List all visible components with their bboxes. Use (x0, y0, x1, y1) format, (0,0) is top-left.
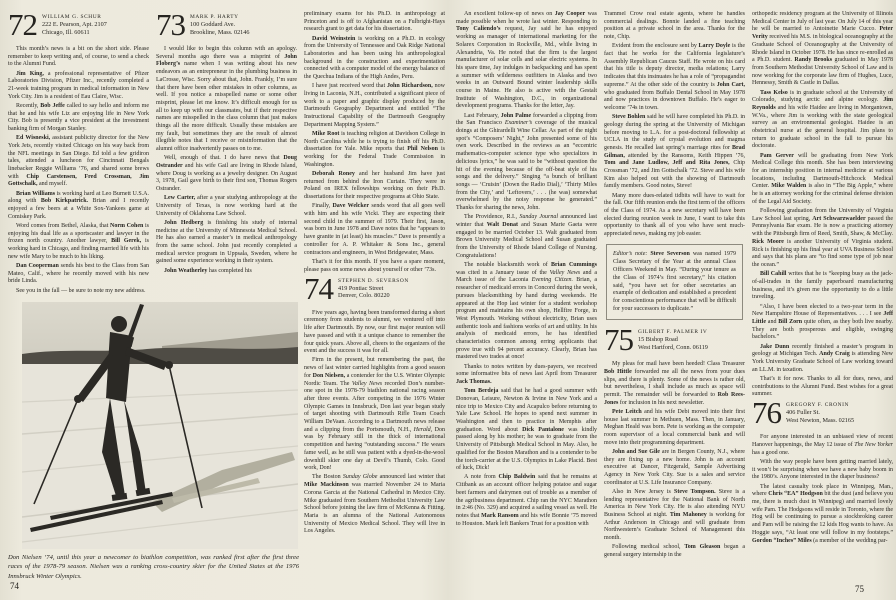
secretary-address-line: 406 Fuller St. (786, 409, 820, 417)
paragraph: Trammel Crow real estate agents, where he handles commercial dealings. Bonnie landed a fine teaching position at a private school in the area. Thanks for the note, Chip. (604, 11, 745, 41)
paragraph: Following graduation from the University of Virginia Law School last spring, Art Schwarzwaelder passed the Pennsylvania Bar exam. He is now a practicing attorney with the Pittsburgh firm of Reed, Smith, Shaw, & McClay. Rick Moore is another University of Virginia student. Rick is finishing up his final year at UVA Business School and says that his plans are “to find some type of job near the ocean.” (752, 208, 893, 268)
paragraph: Steve Bohlen said he will have completed his Ph.D. in geology during the spring at the University of Michigan before moving to L.A. for a post-doctoral fellowship at UCLA in the study of crystal evolution and magma genesis. He recalled last spring’s marriage rites for Brad Gilman, attended by the Ransoms, Keith Hippen ’76, Tom and Jane Ludlow, Jeff and Rita Jones, Chip Crossman ’72, and Jim Gottschalk ’72. Steve and his wife Kim also helped out with the showing of Dartmouth family members. Good notes, Steve! (604, 114, 745, 190)
paragraph: Last February, John Palme forwarded a clipping from the San Francisco Examiner’s coverage of the musical doings at the Ghirardelli Wine Cellar. As part of the night spot’s “Composers’ Night,” John presented some of his own work. Described in the reviews as an “eccentric mathematics-computer science type who specializes in delicious lyrics,” he was said to be “without question the hit of the evening because of the off-beat style of his songs and the delivery.” Singing “a bunch of brilliant songs — ‘Cruisin’ (Down the Radio Dial),’ ‘Thirty Miles from the City,’ and ‘Leftovers,’ . . . (he was) somewhat overwhelmed by the noisy response he generated.” Thanks for sharing the news, John. (456, 112, 597, 212)
secretary-address-line: 222 E. Pearson, Apt. 2107 (42, 21, 107, 28)
paragraph: Ed Wisneski, assistant publicity director for the New York Jets, recently visited Chicago on his way back from the NFL meetings in San Diego. Ed told a few gridiron tales, attended a luncheon for Cincinnati Bengals linebacker Reggie Williams ’76, and shared some brews with Chip Carstensen, Fred Crossman, Jim Gottschalk, and myself. (8, 135, 149, 188)
skier-photo-illustration (22, 302, 298, 549)
paragraph: John and Sue Gile are in Bergen County, N.J., where they are fixing up a new home. John is an account executive at Dancer, Fitzgerald, Sample Advertising Agency in New York City. Sue is a sales and service coordinator at U.S. Life Insurance Company. (604, 448, 745, 486)
class-year-number: 73 (156, 11, 185, 42)
secretary-address-line: West Hartford, Conn. 06119 (638, 343, 708, 351)
column-class-75-76 (752, 11, 893, 593)
secretary-name: STEPHEN D. SEVERSON (338, 277, 409, 284)
paragraph: With the way people have been getting married lately, it won’t be surprising when we have a new baby boom in the 1980’s. Anyone interested in the diaper business? (752, 459, 893, 481)
class-secretary-address (638, 327, 708, 351)
paragraph: John Hedberg is finishing his study of internal medicine at the University of Minnesota Medical School. He has also earned a master’s in medical anthropology from the same school. John just recently completed a medical service program in Uppsala, Sweden, where he gained some experience working in their system. (156, 219, 297, 265)
secretary-address-line: Denver, Colo. 80220 (338, 292, 390, 300)
paragraph: For anyone interested in an unbiased view of recent Hanover happenings, the May 12 issue of The New Yorker has a good one. (752, 434, 893, 456)
paragraph: Firm in the present, but remembering the past, the news of last winter carried highlights from a good season for Don Nielsen, a contender for the U.S. Winter Olympic Nordic Team. The Valley News recorded Don’s number-one spot in the 1978-79 biathlon national racing season after three events. After competing in the 1976 Winter Olympic Games in Innsbruck, Don last year began study of target shooting with Dartmouth Rifle Team Coach William DeVaan. According to a Dartmouth news release and a clipping from the Portsmouth, N.H., Herald, Don was by February still in the thick of international competition and having “outstanding success.” He wears fame well, as he still was patient with a dyed-in-the-wool downhill skier one day at Devil’s Thumb, Colo. Good work, Don! (304, 357, 445, 472)
paragraph: A note from Chip Baldwin said that he remains at Citibank as an account officer helping potatoe and sugar beet farmers and dairymen out of trouble as a member of the agribusiness department. Chip ran the NYC Marathon in 2:46 (No. 329) and acquired a sailing vessel as well. He notes that Mark Ransom and his wife Bonnie ’75 moved to Houston. Mark left Bankers Trust for a position with (456, 474, 597, 527)
biathlon-skier-photo (22, 302, 298, 549)
paragraph: That’s it for this month. If you have a spare moment, please pass on some news about yourself or other ’73s. (304, 258, 445, 273)
paragraph: The Providence, R.I., Sunday Journal announced last winter that Walt Donat and Susan Marie Gaeta were engaged to be married October 13. Walt graduated from Brown University Medical School and Susan graduated from the University of Rhode Island College of Nursing. Congratulations! (456, 214, 597, 259)
class-secretary-address (42, 12, 107, 36)
secretary-name: MARK P. HARTY (190, 14, 239, 20)
paragraph: Five years ago, having been transformed during a short ceremony from students to alumni, we ventured off into life after Dartmouth. By now, our first major reunion will have passed and with it a unique chance to remember the four quick years. Above all, cheers to the organizers of the event and the success it was for all. (304, 309, 445, 355)
photo-caption: Don Nielsen ’74, until this year a newcomer to biathlon competition, was ranked first after the first three races of the 1978-79 season. Nielsen was a ranking cross-country skier for the United States at the 1976 Innsbruck Winter Olympics. (8, 554, 299, 580)
secretary-address-line: West Newton, Mass. 02165 (786, 417, 855, 425)
paragraph: Evident from the enclosure sent by Larry Doyle is the fact that he works for the California legislature’s Assembly Republican Caucus Staff. He wrote on his card that his title is deputy director, media relations; Larry indicates that this insinuates he has a role of “propagandist supreme.” At the other side of the country is John Cart, who graduated from Buffalo Dental School in May 1978 and now practices in downtown Buffalo. He’s eager to welcome ’74s in town. (604, 43, 745, 111)
paragraph: Jake Dunn recently finished a master’s program in geology at Michigan Tech. Andy Craig is attending New York University Graduate School of Law working toward an LL.M. in taxation. (752, 343, 893, 373)
page-number-left: 74 (10, 581, 19, 591)
paragraph: Also in New Jersey is Steve Tompson. Steve is a lending representative for the National Bank of North America in New York City. He is also attending NYU Business School at night. Tim Mahoney is working for Arthur Anderson in Chicago and will graduate from Northwestern’s Graduate School of Management this month. (604, 488, 745, 542)
class-76-heading (752, 395, 893, 431)
column-class-73-74-cont (304, 11, 445, 593)
paragraph: The latest casualty took place in Winnipeg, Man., where Chris “EA” Hodgson bit the dust (and believe you me, there is much dust in Winnipeg) and married lovely wife Pam. The Hodgsons will reside in Toronto, where the Hog will be continuing to pursue a stockbroking career and Pam will be raising the 12 kids Hog wants to have. As Hoggie says, “At least one will follow in my footsteps.” Gordon “Inches” Miles (a member of the wedding par- (752, 483, 893, 544)
class-75-heading (604, 322, 745, 358)
secretary-address-line: 15 Bishop Road (638, 336, 678, 344)
editors-note-box: Editor’s note: Steve Severson was named 1979 Class Secretary of the Year at the annual Class Officers Weekend in May. “During your tenure as the Class of 1974’s first secretary,” his citation said, “you have set for other secretaries an example of dedication and established a precedent for conscientious performance that will be difficult for your successors to duplicate.” (606, 244, 743, 320)
paragraph: An excellent follow-up of news on Jay Cooper was made possible when he wrote last winter. Responding to Tony Caliendo’s request, Jay said he has enjoyed working as manager of international marketing for the Solarex Corporation in Rockville, Md., while living in Alexandria, Va. He noted that the firm is the largest manufacturer of solar cells and solar electric systems. In his spare time, Jay indulges in backpacking and has spent a summer with wilderness outfitters in Alaska and two weeks in an Outward Bound winter leadership skills course in Maine. He also is active with the Gestalt Institute of Washington, D.C., in organizational development programs. Thanks for the letter, Jay. (456, 11, 597, 110)
paragraph: The notable blacksmith work of Brian Cummings was cited in a January issue of the Valley News and a March issue of the Laconia Evening Citizen. Brian, a researcher of medicaid errors in Concord during the week, pursues blacksmithing by hand during weekends. He appeared at the Hop last winter for a student workshop program and maintains his own shop, Hellfire Forge, in West Plymouth. Working without electricity, Brian uses authentic tools and fashions works of art and utility. In his analysis of medicaid errors, he has identified characteristics common among erring applicants that prove true with 94 percent accuracy. Clearly, Brian has mastered two trades at once! (456, 262, 597, 361)
class-year-number: 74 (304, 270, 333, 306)
paragraph: Thanks to notes written by dues-payers, we received some informative bits of news last April from Treasurer Jack Thomas. (456, 363, 597, 386)
paragraph: Recently, Bob Jeffe called to say hello and inform me that he and his wife Liz are enjoying life in New York City. Bob is presently a vice president at the investment banking firm of Morgan Stanley. (8, 102, 149, 133)
paragraph: “Also, I have been elected to a two-year term in the New Hampshire House of Representatives. . . . I see Jeff Little and Bill Zorn quite often, as they both live nearby. They are both prosperous and eligible, swinging bachelors.” (752, 303, 893, 341)
paragraph: Brian Williams is working hard at Leo Burnett U.S.A. along with Bob Kirkpatrick. Brian and I recently enjoyed a few beers at a White Sox-Yankees game at Comiskey Park. (8, 190, 149, 220)
paragraph: Tass Kelso is in graduate school at the University of Colorado, studying arctic and alpine ecology. Jim Reynolds and his wife Haidee are living in Morgantown, W.Va., where Jim is working with the state geological survey as an environmental geologist. Haidee is an obstetrical nurse at the general hospital. Jim plans to return to graduate school in the fall to pursue his doctorate. (752, 89, 893, 150)
column-class-74-cont (456, 11, 597, 593)
paragraph: Jim King, a professional representative of Pfizer Laboratories Division, Pfizer Inc., recently completed a 21-week training program in medical information in New York City. Jim is a resident of Eau Claire, Wisc. (8, 70, 149, 100)
secretary-address-line: 419 Pontiac Street (338, 284, 384, 292)
paragraph: My pleas for mail have been heeded! Class Treasurer Bob Hittle forwarded me all the news from your dues slips, and there is plenty. Some of the news is rather old, but nevertheless, I shall include as much as space will permit. The remainder will be forwarded to Rob Rees-Jones for inclusion in his next newsletter. (604, 361, 745, 406)
class-secretary-address (786, 400, 854, 424)
paragraph: See you in the fall — be sure to note my new address. (16, 287, 146, 294)
paragraph: Dan Cooperman sends his best to the Class from San Mateo, Calif., where he recently moved with his new bride Linda. (8, 262, 149, 285)
paragraph: Pam Gerver will be graduating from New York Medical College this month. She has been interviewing for an internship position in internal medicine at various locations, including Dartmouth-Hitchcock Medical Center. Mike Walden is also in “The Big Apple,” where he is an attorney working for the criminal defense division of the Legal Aid Society. (752, 152, 893, 205)
paragraph: That’s it for now. Thanks to all for dues, news, and contributions to the Alumni Fund. Best wishes for a great summer. (752, 375, 893, 398)
class-secretary-address (338, 276, 409, 300)
paragraph: David Weinstein is working on a Ph.D. in ecology from the University of Tennessee and Oak Ridge National Laboratories and has been using his anthropological background in the construction and experimentation connected with a computer model of the energy balance of the Quechua Indians of the High Andes, Peru. (304, 35, 445, 81)
class-year-number: 72 (8, 11, 37, 42)
paragraph: Many more dues-related tidbits will have to wait for the fall. Our fifth reunion ends the first term of the officers of the Class of 1974. As a new secretary will have been elected during reunion week in June, I want to take this opportunity to thank all of you who have sent much-appreciated news, making my job easier. (604, 192, 745, 238)
paragraph: orthopedic residency program at the University of Illinois Medical Center in July of last year. On July 14 of this year he will be married to Antoinette Marie Cucco. Peter Verity received his M.S. in biological oceanography at the Graduate School of Oceanography at the University of Rhode Island in October 1978. He has since re-enrolled as a Ph.D. student. Randy Brooks graduated in May 1978 from Southern Methodist University School of Law and is now working for the corporate law firm of Hughes, Luce, Hennessy, Smith & Castle in Dallas. (752, 11, 893, 87)
secretary-address-line: Brookline, Mass. 02146 (190, 28, 250, 36)
class-72-heading (8, 11, 149, 42)
paragraph: John Weatherley has completed his (164, 267, 252, 274)
paragraph: Mike Root is teaching religion at Davidson College in North Carolina while he is trying to finish off his Ph.D. dissertation for Yale. Mike reports that Phil Nelson is working for the Federal Trade Commission in Washington. (304, 131, 445, 168)
secretary-name: GILBERT F. PALMER IV (638, 329, 708, 336)
paragraph: Tom Berdeja said that he had a good summer with Donovan, Leisure, Newton & Irvine in New York and a nice trip to Mexico City and Acapulco before returning to Yale Law School. He hopes to spend next summer in Washington and then to practice in Memphis after graduation. Word about Dick Pantalone was kindly passed along by his mother; he was to graduate from the University of Pittsburgh Medical School in May. Also, he qualified for the Boston Marathon and is a contender to be the torch-carrier at the U.S. Olympics in Lake Placid. Best of luck, Dick! (456, 388, 597, 472)
paragraph: The Boston Sunday Globe announced last winter that Mike Mackinson was married November 24 to Maria Corona Garcia at the National Cathedral in Mexico City. Mike graduated from Southern Methodist University Law School before joining the law firm of McKenna & Fitting. Maria is an alumna of the National Autonomous University of Mexico Medical School. They will live in Los Angeles. (304, 474, 445, 535)
paragraph: Word comes from Bethel, Alaska, that Norm Cohen is enjoying his dual life as a sportscaster and lawyer in the frozen north country. Another lawyer, Bill Gerek, is working hard in Chicago, and finding married life with his new wife Mary to be much to his liking. (8, 222, 149, 260)
paragraph: preliminary exams for his Ph.D. in anthropology at Princeton and is off to Afghanistan on a Fulbright-Hays research grant to get data for his dissertation. (304, 11, 445, 33)
secretary-address-line: 100 Goddard Ave. (190, 21, 236, 28)
class-year-number: 75 (604, 322, 633, 358)
page-number-right: 75 (855, 584, 864, 594)
class-73-heading (156, 11, 297, 42)
paragraph: Finally, Dave Welcker sends word that all goes well with him and his wife Vicki. They are expecting their second child in the summer of 1979. Their first, Jason, was born in June 1978 and Dave notes that he “appears to have granite in (at least) his muscles.” Dave is presently a controller for A. P. Whitaker & Sons Inc., general contractors and engineers, in West Bridgewater, Mass. (304, 203, 445, 256)
class-secretary-address (190, 12, 249, 36)
paragraph: Bill Cahill writes that he is “keeping busy as the jack-of-all-trades in the family paperboard manufacturing business, and it’s given me the opportunity to do a little traveling. (752, 271, 893, 301)
paragraph: Deborah Roney and her husband Jim have just returned from behind the Iron Curtain. They were in Poland on IREX fellowships working on their Ph.D. dissertations for their respective programs at Ohio State. (304, 171, 445, 201)
paragraph: Pete Leitch and his wife Debi moved into their first house last summer in Methuen, Mass. Then, in January, Meghan Heald was born. Pete is working as the computer room supervisor of a local commercial bank and will move into their programming department. (604, 408, 745, 446)
class-year-number: 76 (752, 395, 781, 431)
paragraph: This month’s news is a bit on the short side. Please remember to keep writing and, of course, to send a check to the Alumni Fund. (8, 46, 149, 68)
paragraph: Lew Carter, after a year studying anthropology at the University of Texas, is now working hard at the University of Oklahoma Law School. (156, 195, 297, 217)
paragraph: I would like to begin this column with an apology. Several months ago there was a misprint of John Floberg’s name when I was writing about his new endeavors as an entrepreneur in the plumbing business in LaCrosse, Wisc. Sorry about that, John. Frankly, I’m sure that there have been other mistakes in other columns, as well. If you notice a misspelled name or some other misprint, please let me know. It’s difficult enough for us all to keep up with our classmates, but if their respective names are misspelled in the class column that just makes things all the more difficult. Usually these mistakes are my fault, but sometimes they are the result of almost illegible notes that I receive or misinformation that the alumni office inadvertently passes on to me. (156, 46, 297, 153)
secretary-name: WILLIAM G. SCHUR (42, 14, 102, 20)
paragraph: I have just received word that John Richardson, now living in Laconia, N.H., contributed a significant piece of work to a paper and graphic display produced by the Dartmouth Geography Department and entitled “The Instructional Capability of the Dartmouth Geography Department Mapping System.” (304, 83, 445, 128)
column-class-74-75 (604, 11, 745, 593)
paragraph: Well, enough of that. I do have news that Doug Ostrander and his wife Gail are living in Rhode Island, where Doug is working as a jewelry designer. On August 3, 1978, Gail gave birth to their first son, Thomas Rogers Ostrander. (156, 155, 297, 193)
class-74-heading (304, 270, 445, 306)
secretary-name: GREGORY F. CRONIN (786, 402, 850, 409)
paragraph: Following medical school, Tom Gleason began a general surgery internship in the (604, 544, 745, 559)
secretary-address-line: Chicago, Ill. 60611 (42, 28, 90, 36)
